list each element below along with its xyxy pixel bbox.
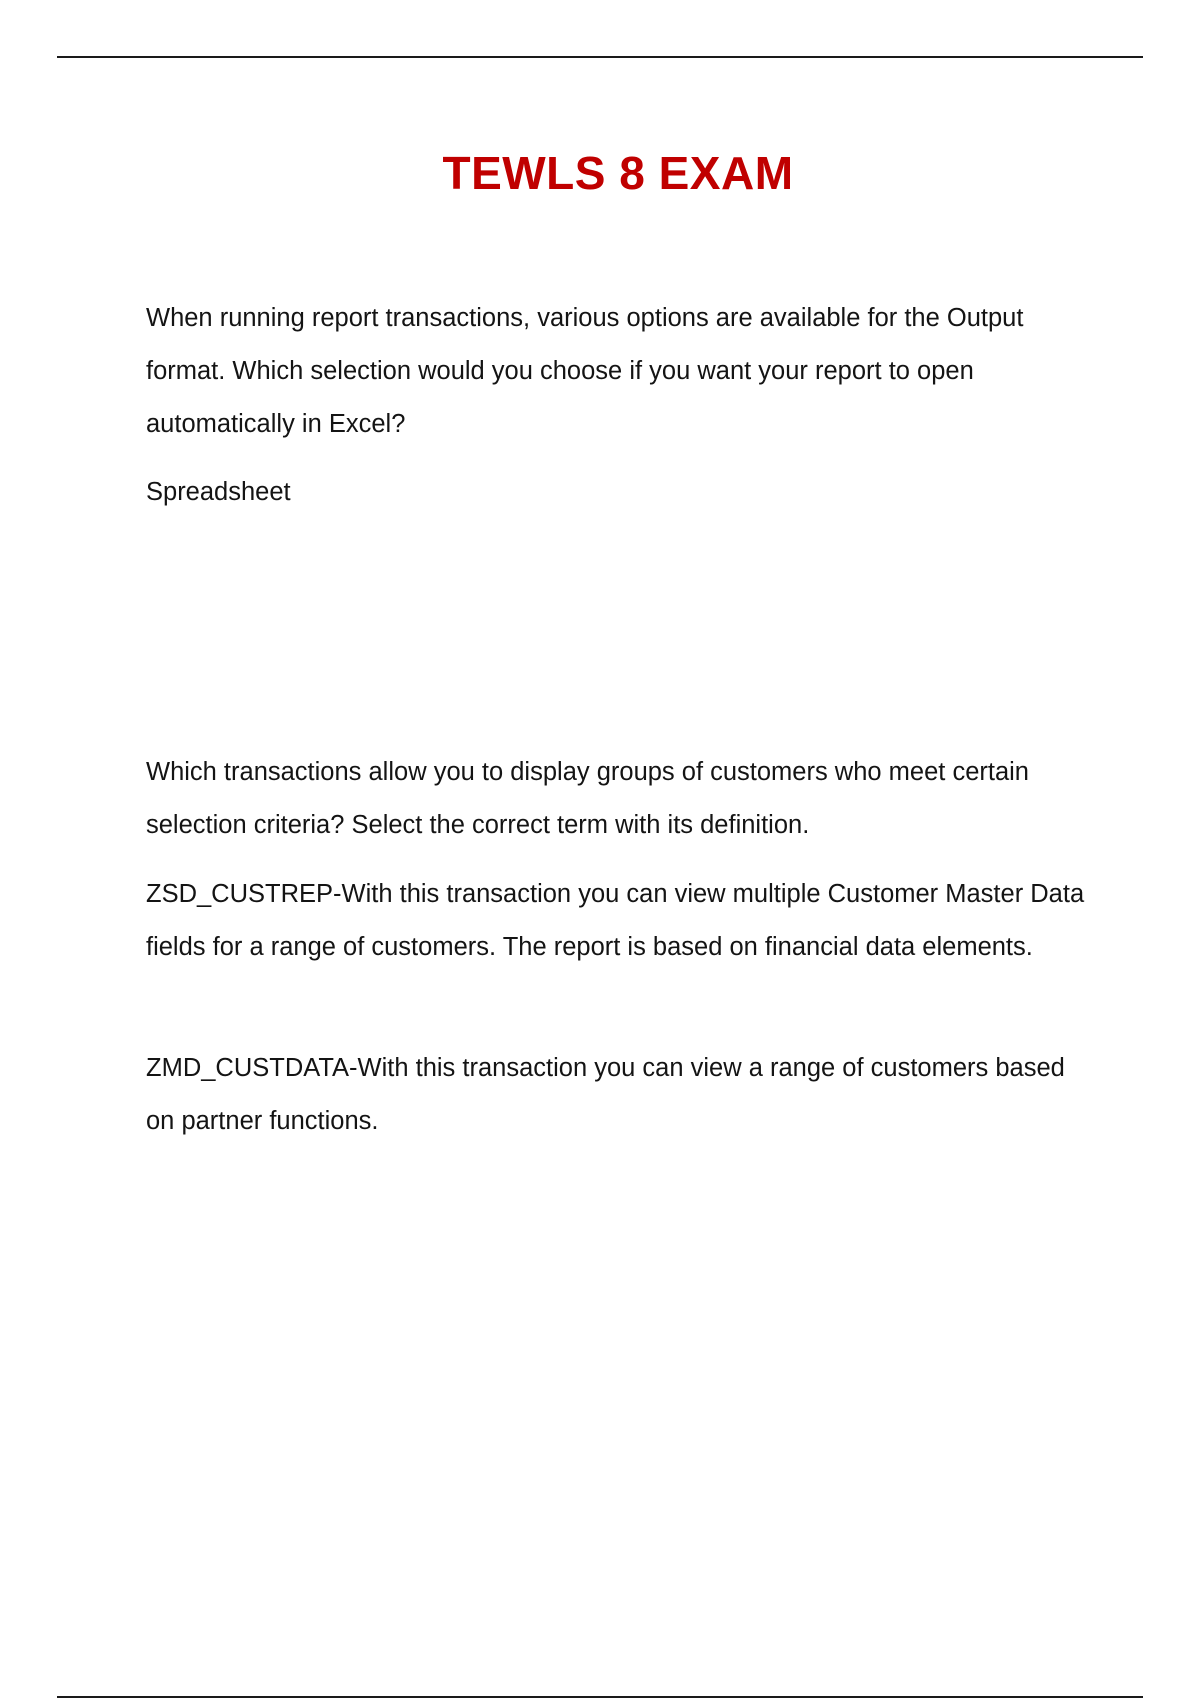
- question-1-text: When running report transactions, various options are available for the Output format. Which selection would you choose if you want your report to open automatically in Excel?: [146, 304, 1024, 438]
- bottom-divider: [57, 1696, 1143, 1698]
- answer-1-text: Spreadsheet: [146, 478, 291, 506]
- question-2-text: Which transactions allow you to display groups of customers who meet certain selection criteria? Select the correct term with its definition.: [146, 758, 1029, 839]
- page-title: TEWLS 8 EXAM: [442, 147, 794, 199]
- top-divider: [57, 56, 1143, 58]
- answer-2-option-1-text: ZSD_CUSTREP-With this transaction you can view multiple Customer Master Data fields for a range of customers. The report is based on financial data elements.: [146, 880, 1085, 961]
- answer-2-option-2-text: ZMD_CUSTDATA-With this transaction you can view a range of customers based on partner functions.: [146, 1054, 1065, 1135]
